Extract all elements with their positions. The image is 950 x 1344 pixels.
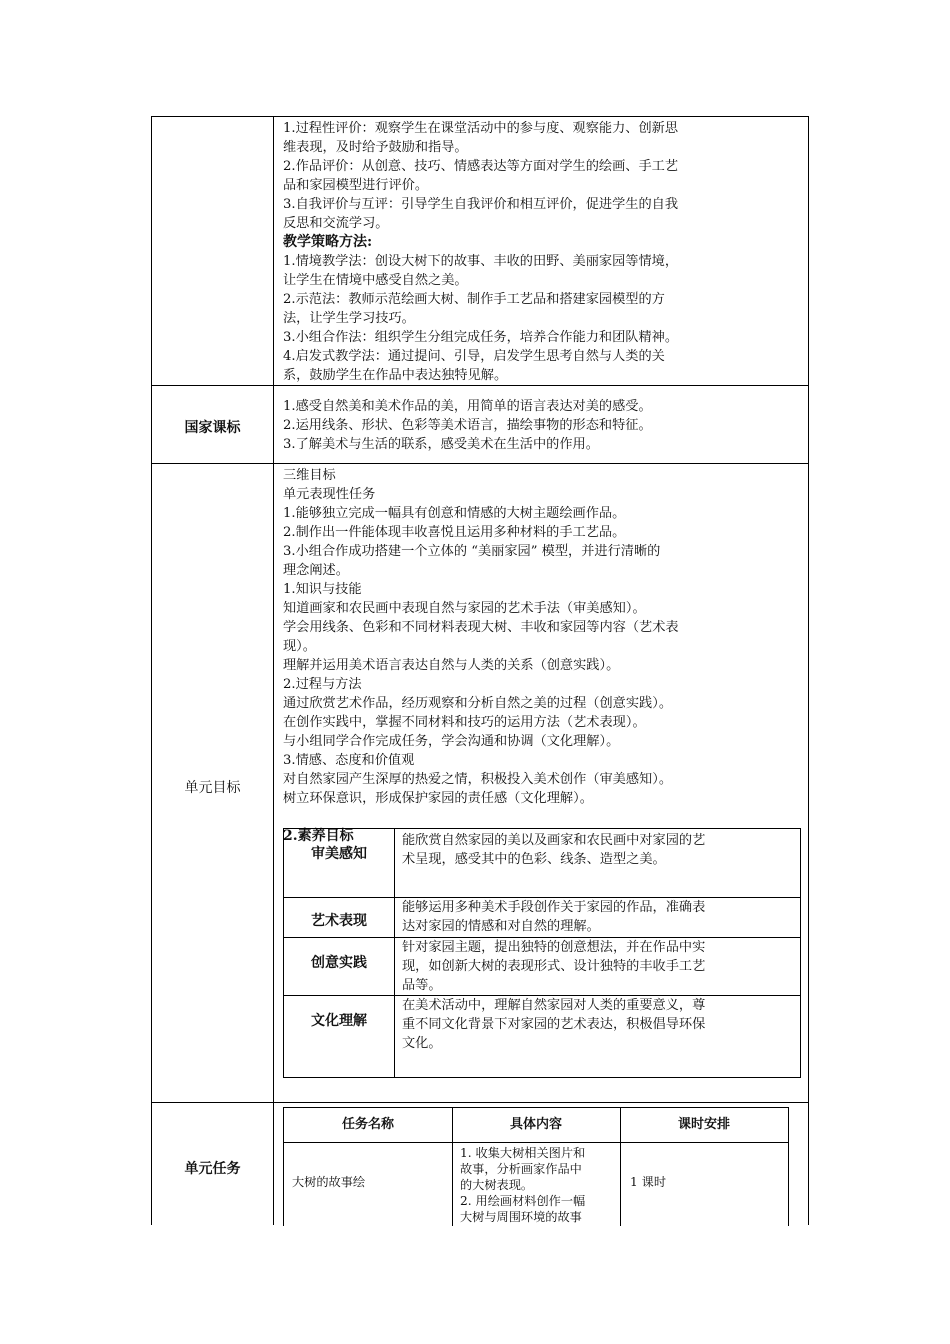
literacy-heading: 2.素养目标 <box>283 828 354 844</box>
goal-line: 对自然家园产生深厚的热爱之情，积极投入美术创作（审美感知）。 <box>283 772 673 787</box>
task-header-hours: 课时安排 <box>677 1117 730 1132</box>
strategy-line: 3.小组合作法：组织学生分组完成任务，培养合作能力和团队精神。 <box>283 330 679 345</box>
column-divider <box>273 117 274 1225</box>
standard-line: 3.了解美术与生活的联系，感受美术在生活中的作用。 <box>283 437 599 452</box>
task-label: 单元任务 <box>184 1161 241 1177</box>
goal-line: 现）。 <box>283 639 316 654</box>
literacy-value-line: 文化。 <box>402 1036 442 1051</box>
task-content <box>460 1145 618 1225</box>
literacy-key: 审美感知 <box>311 846 367 862</box>
strategy-heading: 教学策略方法: <box>283 234 373 250</box>
goal-line: 2.过程与方法 <box>283 677 362 692</box>
lesson-plan-table <box>151 116 809 1225</box>
literacy-key: 艺术表现 <box>311 913 367 929</box>
standard-label: 国家课标 <box>184 420 241 436</box>
standard-line: 2.运用线条、形状、色彩等美术语言，描绘事物的形态和特征。 <box>283 418 652 433</box>
eval-line: 3.自我评价与互评：引导学生自我评价和相互评价，促进学生的自我 <box>283 197 679 212</box>
goal-line: 树立环保意识，形成保护家园的责任感（文化理解）。 <box>283 791 593 806</box>
eval-line: 维表现，及时给予鼓励和指导。 <box>283 140 468 155</box>
literacy-value-line: 现，如创新大树的表现形式、设计独特的丰收手工艺 <box>402 959 706 974</box>
goal-line: 理念阐述。 <box>283 563 349 578</box>
literacy-table <box>283 828 801 1078</box>
goal-line: 3.情感、态度和价值观 <box>283 753 415 768</box>
goal-line: 3.小组合作成功搭建一个立体的 “美丽家园” 模型，并进行清晰的 <box>283 544 661 559</box>
strategy-line: 法，让学生学习技巧。 <box>283 311 415 326</box>
task-content-line: 大树与周围环境的故事 <box>460 1210 582 1224</box>
row-divider <box>152 463 808 464</box>
literacy-value <box>402 996 792 1053</box>
standard-line: 1.感受自然美和美术作品的美，用简单的语言表达对美的感受。 <box>283 399 652 414</box>
literacy-row <box>284 995 800 1078</box>
literacy-value-line: 重不同文化背景下对家园的艺术表达，积极倡导环保 <box>402 1017 706 1032</box>
literacy-value <box>402 938 792 995</box>
task-name: 大树的故事绘 <box>292 1175 366 1189</box>
literacy-value-line: 达对家园的情感和对自然的理解。 <box>402 919 600 934</box>
literacy-row <box>284 897 800 938</box>
literacy-value-line: 针对家园主题，提出独特的创意想法，并在作品中实 <box>402 940 706 955</box>
literacy-row <box>284 829 800 897</box>
strategy-line: 1.情境教学法：创设大树下的故事、丰收的田野、美丽家园等情境， <box>283 254 679 269</box>
goal-line: 1.能够独立完成一幅具有创意和情感的大树主题绘画作品。 <box>283 506 626 521</box>
task-table <box>283 1107 789 1226</box>
strategy-line: 4.启发式教学法：通过提问、引导，启发学生思考自然与人类的关 <box>283 349 665 364</box>
task-header-name: 任务名称 <box>341 1117 394 1132</box>
goal-line: 理解并运用美术语言表达自然与人类的关系（创意实践）。 <box>283 658 620 673</box>
goal-line: 1.知识与技能 <box>283 582 362 597</box>
eval-line: 品和家园模型进行评价。 <box>283 178 429 193</box>
eval-line: 1.过程性评价：观察学生在课堂活动中的参与度、观察能力、创新思 <box>283 121 679 136</box>
literacy-key: 文化理解 <box>311 1013 367 1029</box>
row-divider <box>152 385 808 386</box>
goal-line: 通过欣赏艺术作品，经历观察和分析自然之美的过程（创意实践）。 <box>283 696 673 711</box>
eval-line: 2.作品评价：从创意、技巧、情感表达等方面对学生的绘画、手工艺 <box>283 159 679 174</box>
literacy-row <box>284 937 800 996</box>
evaluation-cell <box>283 119 789 385</box>
literacy-value <box>402 831 792 869</box>
goal-line: 三维目标 <box>283 468 336 483</box>
eval-line: 反思和交流学习。 <box>283 216 389 231</box>
goal-line: 与小组同学合作完成任务，学会沟通和协调（文化理解）。 <box>283 734 620 749</box>
task-content-line: 故事，分析画家作品中 <box>460 1162 582 1176</box>
literacy-value-line: 术呈现，感受其中的色彩、线条、造型之美。 <box>402 852 666 867</box>
task-content-line: 的大树表现。 <box>460 1178 534 1192</box>
task-content-line: 2. 用绘画材料创作一幅 <box>460 1194 586 1208</box>
goal-line: 知道画家和农民画中表现自然与家园的艺术手法（审美感知）。 <box>283 601 646 616</box>
standard-cell <box>283 397 789 454</box>
literacy-value-line: 能够运用多种美术手段创作关于家园的作品，准确表 <box>402 900 706 915</box>
literacy-key: 创意实践 <box>311 955 367 971</box>
goal-line: 单元表现性任务 <box>283 487 376 502</box>
literacy-value-line: 能欣赏自然家园的美以及画家和农民画中对家园的艺 <box>402 833 706 848</box>
task-content-line: 1. 收集大树相关图片和 <box>460 1146 586 1160</box>
strategy-line: 让学生在情境中感受自然之美。 <box>283 273 468 288</box>
row-divider <box>152 1102 808 1103</box>
task-header-content: 具体内容 <box>509 1117 562 1132</box>
goal-line: 在创作实践中，掌握不同材料和技巧的运用方法（艺术表现）。 <box>283 715 646 730</box>
task-header-divider <box>284 1142 788 1143</box>
goal-label: 单元目标 <box>184 780 241 796</box>
strategy-line: 2.示范法：教师示范绘画大树、制作手工艺品和搭建家园模型的方 <box>283 292 665 307</box>
goal-line: 学会用线条、色彩和不同材料表现大树、丰收和家园等内容（艺术表 <box>283 620 679 635</box>
goal-cell <box>283 466 789 846</box>
literacy-value-line: 品等。 <box>402 978 442 993</box>
literacy-value-line: 在美术活动中，理解自然家园对人类的重要意义，尊 <box>402 998 706 1013</box>
literacy-value <box>402 898 792 936</box>
goal-line: 2.制作出一件能体现丰收喜悦且运用多种材料的手工艺品。 <box>283 525 626 540</box>
strategy-line: 系，鼓励学生在作品中表达独特见解。 <box>283 368 508 383</box>
task-hours: 1 课时 <box>630 1175 667 1189</box>
